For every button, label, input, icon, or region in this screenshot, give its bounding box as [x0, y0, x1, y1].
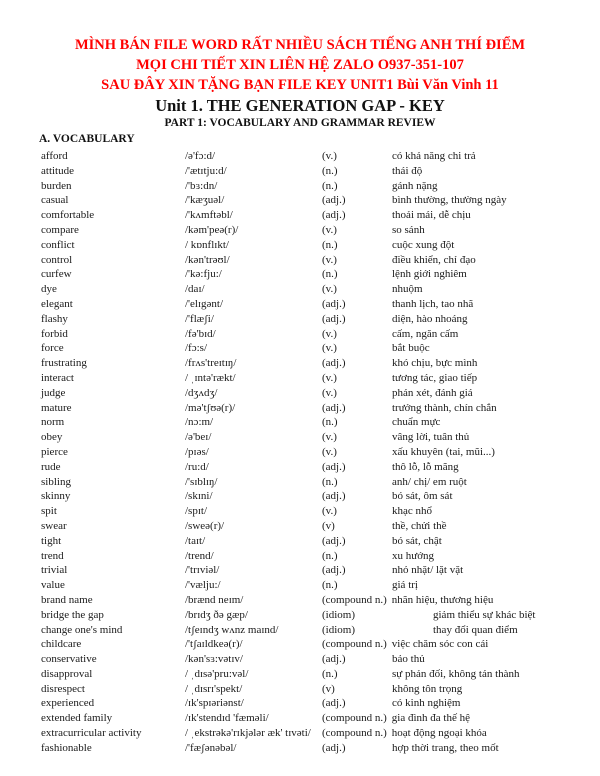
ipa-cell: /'tʃaɪldkeə(r)/: [185, 638, 243, 651]
meaning-cell: diện, hào nhoáng: [392, 312, 468, 325]
section-heading-vocabulary: A. VOCABULARY: [39, 133, 135, 145]
meaning-cell: bình thường, thường ngày: [392, 194, 507, 207]
pos-cell: (adj.): [322, 490, 346, 503]
ipa-cell: /fə'bɪd/: [185, 327, 216, 340]
ipa-cell: /nɔ:m/: [185, 416, 214, 429]
ipa-cell: /ɪk'spɪəriənst/: [185, 697, 244, 710]
ipa-cell: /kəm'peə(r)/: [185, 223, 239, 236]
meaning-cell: chuẩn mực: [392, 416, 441, 429]
table-row: [41, 282, 600, 297]
table-row: [41, 223, 600, 238]
pos-cell: (n.): [322, 549, 338, 562]
pos-cell: (v): [322, 682, 335, 695]
pos-cell: (v.): [322, 342, 337, 355]
pos-cell: (compound n.): [322, 712, 387, 725]
meaning-cell: tương tác, giao tiếp: [392, 371, 478, 384]
pos-cell: (adj.): [322, 194, 346, 207]
table-row: [41, 489, 600, 504]
meaning-cell: không tôn trọng: [392, 682, 463, 695]
pos-cell: (adj.): [322, 697, 346, 710]
pos-cell: (n.): [322, 667, 338, 680]
meaning-cell: khạc nhổ: [392, 505, 433, 518]
meaning-cell: điều khiển, chỉ đạo: [392, 253, 476, 266]
table-row: [41, 460, 600, 475]
word-cell: mature: [41, 401, 72, 414]
unit-title: Unit 1. THE GENERATION GAP - KEY: [155, 96, 445, 115]
ipa-cell: /ru:d/: [185, 460, 209, 473]
word-cell: pierce: [41, 445, 68, 458]
word-cell: frustrating: [41, 357, 87, 370]
ipa-cell: /'sɪblɪŋ/: [185, 475, 218, 488]
table-row: [41, 696, 600, 711]
pos-cell: (v.): [322, 386, 337, 399]
table-row: [41, 149, 600, 164]
meaning-cell: nhỏ nhặt/ lặt vặt: [392, 564, 464, 577]
table-row: [41, 238, 600, 253]
table-row: [41, 652, 600, 667]
word-cell: disapproval: [41, 667, 93, 680]
table-row: [41, 623, 600, 638]
table-row: [41, 519, 600, 534]
meaning-cell: xấu khuyên (tai, mũi...): [392, 445, 495, 458]
ipa-cell: /brɪdʒ ðə gæp/: [185, 608, 248, 621]
ipa-cell: /'kæʒuəl/: [185, 194, 225, 207]
word-cell: interact: [41, 371, 74, 384]
meaning-cell: bó sát, ôm sát: [392, 490, 453, 503]
table-row: [41, 253, 600, 268]
ipa-cell: /frʌs'treɪtɪŋ/: [185, 357, 237, 370]
meaning-cell: sự phản đối, không tán thành: [392, 667, 520, 680]
pos-cell: (adj.): [322, 534, 346, 547]
pos-cell: (idiom): [322, 608, 355, 621]
meaning-cell: bắt buộc: [392, 342, 430, 355]
pos-cell: (adj.): [322, 653, 346, 666]
table-row: [41, 371, 600, 386]
pos-cell: (n.): [322, 579, 338, 592]
meaning-cell: có kinh nghiệm: [392, 697, 461, 710]
table-row: [41, 726, 600, 741]
table-row: [41, 682, 600, 697]
word-cell: sibling: [41, 475, 71, 488]
word-cell: elegant: [41, 297, 73, 310]
word-cell: forbid: [41, 327, 68, 340]
meaning-cell: xu hướng: [392, 549, 435, 562]
table-row: [41, 193, 600, 208]
ipa-cell: / ˌdɪsrɪ'spekt/: [185, 682, 243, 695]
pos-cell: (idiom): [322, 623, 355, 636]
meaning-cell: thái độ: [392, 164, 423, 177]
meaning-cell: so sánh: [392, 223, 425, 236]
meaning-cell: khó chịu, bực mình: [392, 357, 478, 370]
ipa-cell: /ə'fɔ:d/: [185, 150, 216, 162]
word-cell: swear: [41, 519, 67, 532]
pos-cell: (v.): [322, 327, 337, 340]
meaning-cell: hợp thời trang, theo mốt: [392, 741, 499, 754]
pos-cell: (n.): [322, 416, 338, 429]
ipa-cell: /'fæʃənəbəl/: [185, 741, 237, 754]
promo-line-2: MỌI CHI TIẾT XIN LIÊN HỆ ZALO O937-351-107: [136, 57, 464, 73]
ipa-cell: /'kə:fju:/: [185, 268, 222, 281]
ipa-cell: /pɪəs/: [185, 445, 209, 458]
word-cell: disrespect: [41, 682, 85, 695]
word-cell: bridge the gap: [41, 608, 104, 621]
table-row: [41, 356, 600, 371]
word-cell: extracurricular activity: [41, 727, 142, 740]
ipa-cell: /'bɜ:dn/: [185, 179, 218, 192]
table-row: [41, 401, 600, 416]
word-cell: attitude: [41, 164, 74, 177]
ipa-cell: /trend/: [185, 549, 214, 562]
vocabulary-table: [0, 146, 600, 756]
word-cell: tight: [41, 534, 62, 547]
pos-cell: (adj.): [322, 564, 346, 577]
table-row: [41, 549, 600, 564]
table-row: [41, 430, 600, 445]
ipa-cell: /'vælju:/: [185, 579, 221, 592]
table-row: [41, 415, 600, 430]
ipa-cell: /skɪni/: [185, 490, 213, 503]
word-cell: afford: [41, 150, 68, 162]
meaning-cell: nhãn hiệu, thương hiệu: [391, 593, 494, 606]
table-row: [41, 563, 600, 578]
meaning-cell: gia đình đa thế hệ: [391, 712, 470, 725]
meaning-cell: gánh nặng: [392, 179, 438, 192]
table-row: [41, 445, 600, 460]
pos-cell: (adj.): [322, 460, 346, 473]
word-cell: obey: [41, 431, 63, 444]
pos-cell: (v.): [322, 223, 337, 236]
table-row: [41, 711, 600, 726]
word-cell: comfortable: [41, 209, 95, 222]
ipa-cell: /'flæʃi/: [185, 312, 214, 325]
meaning-cell: vâng lời, tuân thủ: [392, 431, 470, 444]
table-row: [41, 534, 600, 549]
meaning-cell: cấm, ngăn cấm: [392, 327, 459, 340]
pos-cell: (v.): [322, 253, 337, 266]
word-cell: curfew: [41, 268, 72, 281]
word-cell: rude: [41, 460, 61, 473]
pos-cell: (v.): [322, 283, 337, 296]
meaning-cell: cuộc xung đột: [392, 238, 455, 251]
word-cell: conservative: [41, 653, 97, 666]
ipa-cell: /kən'sɜ:vətɪv/: [185, 653, 243, 666]
pos-cell: (n.): [322, 238, 338, 251]
meaning-cell: lệnh giới nghiêm: [392, 268, 467, 281]
table-row: [41, 208, 600, 223]
ipa-cell: /spɪt/: [185, 505, 208, 518]
ipa-cell: /fɔ:s/: [185, 342, 207, 355]
word-cell: skinny: [41, 490, 71, 503]
meaning-cell: bó sát, chật: [392, 534, 442, 547]
word-cell: fashionable: [41, 741, 92, 754]
meaning-cell: thô lỗ, lỗ mãng: [392, 460, 459, 473]
pos-cell: (adj.): [322, 312, 346, 325]
meaning-cell: có khả năng chi trả: [392, 150, 476, 162]
word-cell: norm: [41, 416, 65, 429]
ipa-cell: /'elɪgənt/: [185, 297, 224, 310]
table-row: [41, 341, 600, 356]
meaning-cell: trưởng thành, chín chắn: [392, 401, 497, 414]
table-row: [41, 741, 600, 756]
table-row: [41, 164, 600, 179]
word-cell: compare: [41, 223, 79, 236]
meaning-cell: thanh lịch, tao nhã: [392, 297, 474, 310]
pos-cell: (v.): [322, 505, 337, 518]
meaning-cell: nhuộm: [392, 283, 423, 296]
word-cell: childcare: [41, 638, 82, 651]
table-row: [41, 608, 600, 623]
ipa-cell: /'trɪviəl/: [185, 564, 220, 577]
meaning-cell: thề, chửi thề: [392, 519, 447, 532]
pos-cell: (v.): [322, 150, 337, 162]
meaning-cell: giảm thiểu sự khác biệt: [433, 608, 536, 621]
word-cell: flashy: [41, 312, 68, 325]
meaning-cell: việc chăm sóc con cái: [391, 638, 489, 651]
pos-cell: (v.): [322, 431, 337, 444]
word-cell: casual: [41, 194, 69, 207]
meaning-cell: hoạt động ngoại khóa: [391, 727, 487, 740]
word-cell: burden: [41, 179, 72, 192]
table-row: [41, 267, 600, 282]
word-cell: dye: [41, 283, 57, 296]
promo-line-1: MÌNH BÁN FILE WORD RẤT NHIỀU SÁCH TIẾNG ANH THÍ ĐIỂM: [74, 37, 526, 53]
pos-cell: (v.): [322, 445, 337, 458]
pos-cell: (adj.): [322, 401, 346, 414]
ipa-cell: / ˌdɪsə'pru:vəl/: [185, 667, 249, 680]
pos-cell: (compound n.): [322, 638, 387, 651]
ipa-cell: /'kʌmftəbl/: [185, 209, 233, 222]
pos-cell: (v): [322, 519, 335, 532]
table-row: [41, 637, 600, 652]
table-row: [41, 312, 600, 327]
word-cell: trend: [41, 549, 64, 562]
ipa-cell: /dʒʌdʒ/: [185, 386, 218, 399]
ipa-cell: /tʃeɪndʒ wʌnz maɪnd/: [185, 623, 279, 636]
ipa-cell: /daɪ/: [185, 283, 205, 296]
ipa-cell: /taɪt/: [185, 534, 206, 547]
promo-line-3: SAU ĐÂY XIN TẶNG BẠN FILE KEY UNIT1 Bùi Văn Vinh 11: [101, 77, 499, 93]
table-row: [41, 327, 600, 342]
table-row: [41, 297, 600, 312]
table-row: [41, 578, 600, 593]
word-cell: brand name: [41, 593, 93, 606]
pos-cell: (compound n.): [322, 727, 387, 740]
word-cell: spit: [41, 505, 57, 518]
word-cell: change one's mind: [41, 623, 123, 636]
ipa-cell: /ə'beɪ/: [185, 431, 212, 444]
ipa-cell: /sweə(r)/: [185, 519, 225, 532]
ipa-cell: / kɒnflɪkt/: [185, 238, 229, 251]
word-cell: extended family: [41, 712, 113, 725]
meaning-cell: phán xét, đánh giá: [392, 386, 473, 399]
meaning-cell: anh/ chị/ em ruột: [392, 475, 467, 488]
ipa-cell: /ɪk'stendɪd 'fæməli/: [185, 712, 269, 725]
table-row: [41, 179, 600, 194]
pos-cell: (adj.): [322, 741, 346, 754]
word-cell: force: [41, 342, 64, 355]
word-cell: conflict: [41, 238, 75, 251]
pos-cell: (compound n.): [322, 593, 387, 606]
pos-cell: (n.): [322, 268, 338, 281]
table-row: [41, 475, 600, 490]
meaning-cell: giá trị: [392, 579, 418, 592]
ipa-cell: /brænd neɪm/: [185, 593, 244, 606]
pos-cell: (n.): [322, 475, 338, 488]
part-title: PART 1: VOCABULARY AND GRAMMAR REVIEW: [164, 117, 436, 129]
ipa-cell: /mə'tʃʊə(r)/: [185, 401, 236, 414]
word-cell: control: [41, 253, 73, 266]
word-cell: value: [41, 579, 65, 592]
pos-cell: (v.): [322, 371, 337, 384]
ipa-cell: /'ætɪtju:d/: [185, 164, 227, 177]
pos-cell: (n.): [322, 164, 338, 177]
pos-cell: (n.): [322, 179, 338, 192]
ipa-cell: /kən'trəʊl/: [185, 253, 230, 266]
table-row: [41, 386, 600, 401]
ipa-cell: / ˌɪntə'rækt/: [185, 371, 236, 384]
pos-cell: (adj.): [322, 357, 346, 370]
table-row: [41, 504, 600, 519]
table-row: [41, 667, 600, 682]
table-row: [41, 593, 600, 608]
ipa-cell: / ˌekstrəkə'rɪkjələr æk' tɪvəti/: [185, 727, 311, 740]
word-cell: experienced: [41, 697, 95, 710]
meaning-cell: thoải mái, dễ chịu: [392, 209, 471, 222]
meaning-cell: bảo thủ: [392, 653, 425, 666]
word-cell: trivial: [41, 564, 68, 577]
word-cell: judge: [41, 386, 66, 399]
pos-cell: (adj.): [322, 209, 346, 222]
pos-cell: (adj.): [322, 297, 346, 310]
meaning-cell: thay đổi quan điểm: [433, 623, 518, 636]
